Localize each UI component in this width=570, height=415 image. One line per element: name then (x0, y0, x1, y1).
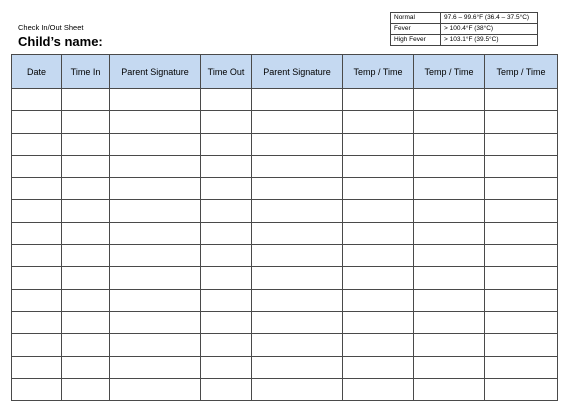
table-cell[interactable] (252, 245, 343, 267)
table-cell[interactable] (485, 222, 558, 244)
legend-label: Fever (391, 24, 441, 35)
table-cell[interactable] (201, 245, 252, 267)
legend-value: 97.6 – 99.6°F (36.4 – 37.5°C) (441, 13, 538, 24)
table-cell[interactable] (201, 267, 252, 289)
table-cell[interactable] (110, 289, 201, 311)
column-header-time-out: Time Out (201, 55, 252, 89)
table-cell[interactable] (343, 311, 414, 333)
table-row (12, 133, 558, 155)
table-cell[interactable] (62, 155, 110, 177)
table-cell[interactable] (343, 222, 414, 244)
table-cell[interactable] (110, 311, 201, 333)
table-cell[interactable] (414, 356, 485, 378)
table-cell[interactable] (201, 178, 252, 200)
table-cell[interactable] (485, 89, 558, 111)
table-cell[interactable] (343, 111, 414, 133)
table-cell[interactable] (252, 289, 343, 311)
table-cell[interactable] (110, 356, 201, 378)
table-cell[interactable] (201, 111, 252, 133)
table-cell[interactable] (343, 200, 414, 222)
legend-row-normal (391, 13, 538, 24)
table-cell[interactable] (62, 378, 110, 400)
table-cell[interactable] (485, 334, 558, 356)
table-cell[interactable] (62, 267, 110, 289)
table-cell[interactable] (252, 222, 343, 244)
table-cell[interactable] (343, 356, 414, 378)
table-row (12, 289, 558, 311)
legend-value: > 100.4°F (38°C) (441, 24, 538, 35)
table-cell[interactable] (252, 178, 343, 200)
table-cell[interactable] (485, 289, 558, 311)
table-cell[interactable] (414, 111, 485, 133)
table-row (12, 311, 558, 333)
table-cell[interactable] (414, 334, 485, 356)
column-header-date: Date (12, 55, 62, 89)
table-cell[interactable] (110, 245, 201, 267)
table-cell[interactable] (485, 311, 558, 333)
table-cell[interactable] (485, 267, 558, 289)
table-cell[interactable] (62, 334, 110, 356)
table-cell[interactable] (252, 155, 343, 177)
column-header-temp-time-3: Temp / Time (485, 55, 558, 89)
table-cell[interactable] (201, 378, 252, 400)
table-cell[interactable] (12, 267, 62, 289)
table-cell[interactable] (110, 133, 201, 155)
table-cell[interactable] (343, 178, 414, 200)
table-cell[interactable] (343, 155, 414, 177)
table-cell[interactable] (414, 155, 485, 177)
table-cell[interactable] (252, 311, 343, 333)
table-cell[interactable] (110, 155, 201, 177)
table-cell[interactable] (62, 178, 110, 200)
table-cell[interactable] (343, 267, 414, 289)
legend-label: High Fever (391, 35, 441, 46)
table-cell[interactable] (12, 89, 62, 111)
legend-value: > 103.1°F (39.5°C) (441, 35, 538, 46)
table-cell[interactable] (414, 245, 485, 267)
table-cell[interactable] (110, 111, 201, 133)
table-cell[interactable] (485, 155, 558, 177)
table-cell[interactable] (62, 289, 110, 311)
table-cell[interactable] (201, 356, 252, 378)
table-cell[interactable] (201, 222, 252, 244)
table-cell[interactable] (201, 133, 252, 155)
table-cell[interactable] (12, 222, 62, 244)
table-cell[interactable] (485, 378, 558, 400)
legend-row-high-fever (391, 35, 538, 46)
table-row (12, 334, 558, 356)
column-header-temp-time-2: Temp / Time (414, 55, 485, 89)
table-cell[interactable] (12, 311, 62, 333)
table-row (12, 222, 558, 244)
table-cell[interactable] (12, 155, 62, 177)
table-cell[interactable] (414, 89, 485, 111)
table-cell[interactable] (252, 89, 343, 111)
table-cell[interactable] (12, 334, 62, 356)
table-cell[interactable] (414, 200, 485, 222)
table-cell[interactable] (414, 267, 485, 289)
table-cell[interactable] (62, 200, 110, 222)
table-cell[interactable] (252, 111, 343, 133)
table-cell[interactable] (414, 222, 485, 244)
table-cell[interactable] (110, 178, 201, 200)
table-cell[interactable] (414, 178, 485, 200)
column-header-time-in: Time In (62, 55, 110, 89)
table-cell[interactable] (201, 311, 252, 333)
temperature-legend (390, 12, 538, 46)
table-row (12, 178, 558, 200)
table-cell[interactable] (110, 222, 201, 244)
table-row (12, 111, 558, 133)
table-body (12, 89, 558, 401)
table-cell[interactable] (485, 245, 558, 267)
table-cell[interactable] (12, 111, 62, 133)
table-cell[interactable] (110, 334, 201, 356)
table-cell[interactable] (12, 133, 62, 155)
legend-row-fever (391, 24, 538, 35)
table-cell[interactable] (62, 245, 110, 267)
table-cell[interactable] (252, 267, 343, 289)
table-cell[interactable] (201, 155, 252, 177)
table-cell[interactable] (201, 200, 252, 222)
table-cell[interactable] (252, 356, 343, 378)
table-cell[interactable] (485, 178, 558, 200)
table-cell[interactable] (62, 133, 110, 155)
table-cell[interactable] (110, 89, 201, 111)
table-cell[interactable] (414, 133, 485, 155)
legend-label: Normal (391, 13, 441, 24)
table-cell[interactable] (343, 133, 414, 155)
table-cell[interactable] (12, 178, 62, 200)
table-cell[interactable] (252, 378, 343, 400)
table-cell[interactable] (12, 200, 62, 222)
table-cell[interactable] (485, 356, 558, 378)
table-cell[interactable] (110, 200, 201, 222)
table-cell[interactable] (12, 378, 62, 400)
column-header-parent-signature-in: Parent Signature (110, 55, 201, 89)
table-cell[interactable] (252, 200, 343, 222)
table-cell[interactable] (201, 334, 252, 356)
table-row (12, 200, 558, 222)
table-header-row (12, 55, 558, 89)
table-cell[interactable] (62, 356, 110, 378)
table-cell[interactable] (110, 267, 201, 289)
table-row (12, 89, 558, 111)
table-cell[interactable] (414, 311, 485, 333)
table-cell[interactable] (485, 200, 558, 222)
column-header-temp-time-1: Temp / Time (343, 55, 414, 89)
table-cell[interactable] (12, 245, 62, 267)
table-row (12, 356, 558, 378)
table-row (12, 155, 558, 177)
table-cell[interactable] (343, 89, 414, 111)
child-name-label: Child’s name: (18, 34, 103, 49)
table-cell[interactable] (343, 334, 414, 356)
table-cell[interactable] (62, 111, 110, 133)
table-cell[interactable] (252, 334, 343, 356)
table-cell[interactable] (343, 289, 414, 311)
table-cell[interactable] (201, 89, 252, 111)
sheet-title: Check In/Out Sheet (18, 23, 84, 32)
check-in-out-table (11, 54, 558, 401)
table-row (12, 378, 558, 400)
table-cell[interactable] (110, 378, 201, 400)
table-cell[interactable] (201, 289, 252, 311)
column-header-parent-signature-out: Parent Signature (252, 55, 343, 89)
table-cell[interactable] (252, 133, 343, 155)
table-cell[interactable] (414, 378, 485, 400)
table-cell[interactable] (485, 133, 558, 155)
table-cell[interactable] (414, 289, 485, 311)
table-cell[interactable] (62, 222, 110, 244)
table-cell[interactable] (343, 245, 414, 267)
table-cell[interactable] (12, 289, 62, 311)
table-cell[interactable] (62, 311, 110, 333)
table-cell[interactable] (12, 356, 62, 378)
table-cell[interactable] (62, 89, 110, 111)
table-row (12, 245, 558, 267)
table-cell[interactable] (485, 111, 558, 133)
table-row (12, 267, 558, 289)
table-cell[interactable] (343, 378, 414, 400)
